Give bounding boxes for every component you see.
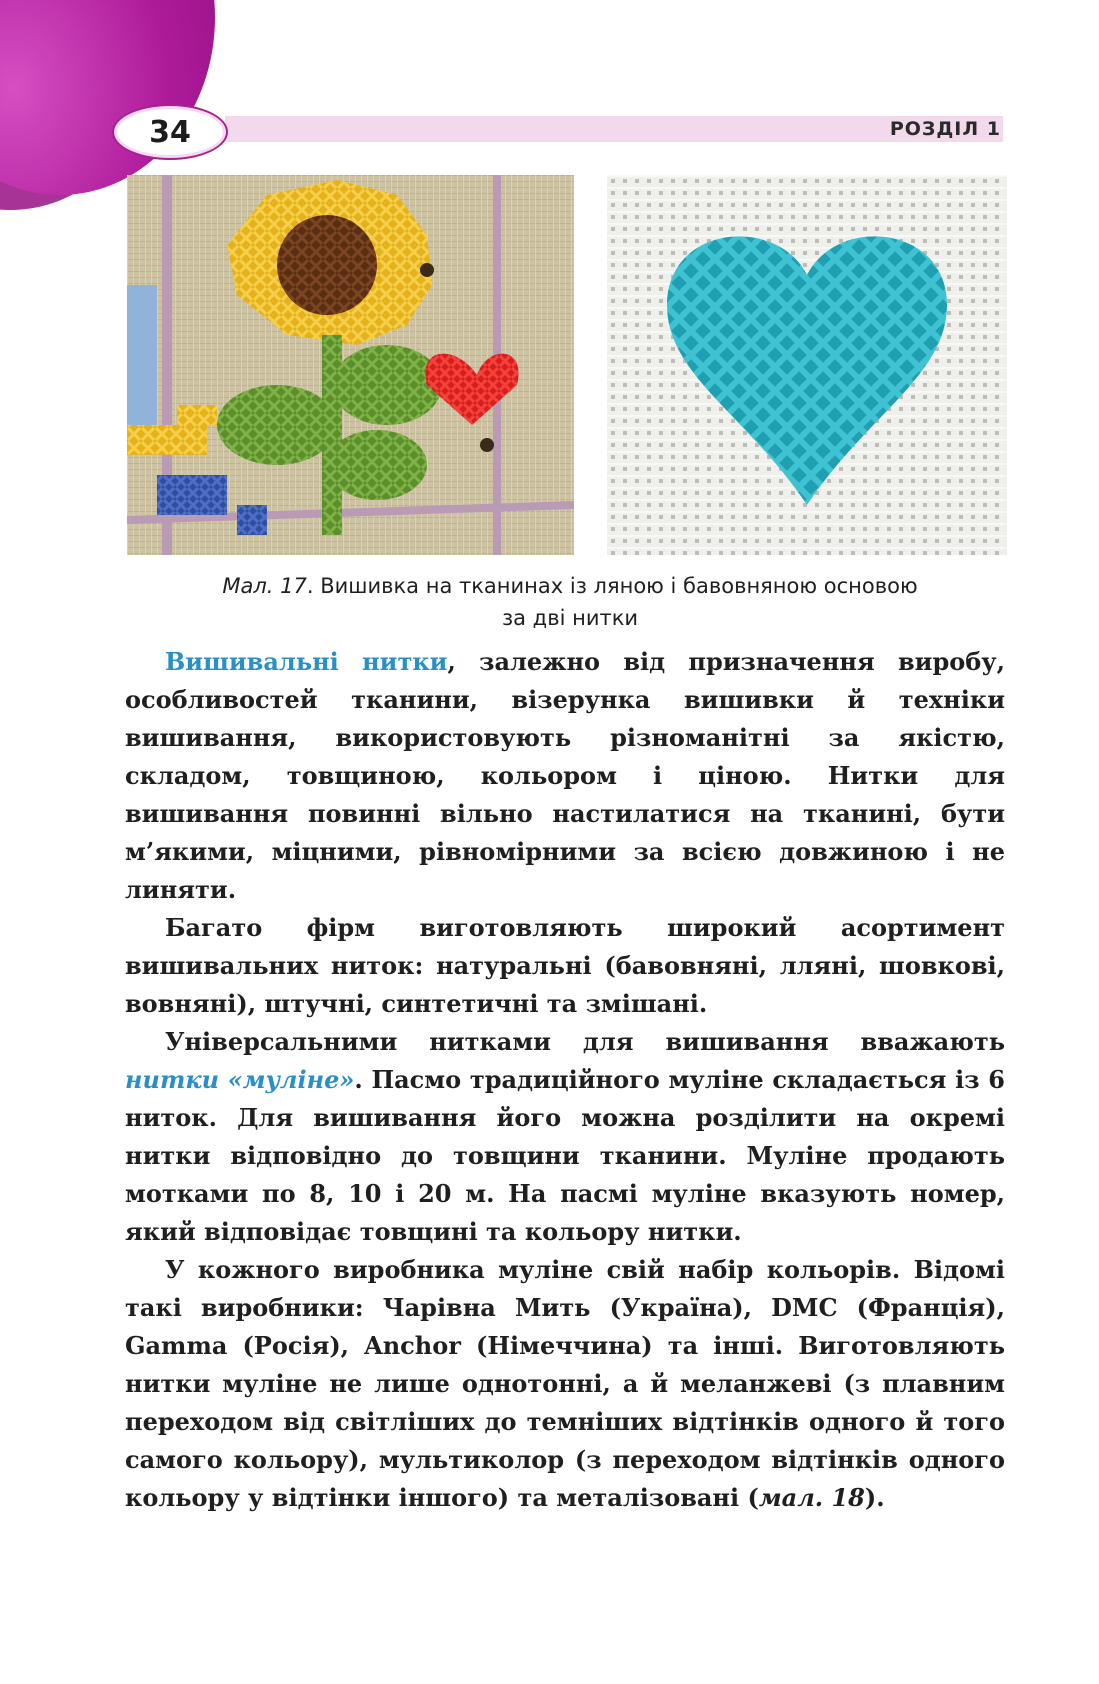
figure-caption-line2: за дві нитки	[501, 606, 639, 630]
paragraph-text: ).	[864, 1483, 885, 1512]
figure-caption	[140, 570, 1000, 634]
paragraph-text: Багато фірм виготовляють широкий асортимент вишивальних ниток: натуральні (бавовняні, лляні, шовкові, вовняні), штучні, синтетичні та змішані.	[125, 913, 1005, 1018]
heart-embroidery-image	[607, 175, 1007, 555]
header-bar	[225, 116, 1003, 142]
page-number: 34	[149, 114, 191, 150]
paragraph-text: , залежно від призначення виробу, особливостей тканини, візерунка вишивки й техніки вишивання, використовують різноманітні за якістю, складом, товщиною, кольором і ціною. Нитки для вишивання повинні вільно настилатися на тканині, бути м’якими, міцними, рівномірними за всією довжиною і не линяти.	[125, 647, 1005, 904]
paragraph-4	[125, 1251, 1005, 1517]
figure-reference: мал. 18	[758, 1483, 865, 1512]
page-number-badge	[112, 104, 228, 160]
body-text	[125, 643, 1005, 1517]
sunflower-embroidery-image	[127, 175, 574, 555]
photo-cotton-embroidery	[607, 175, 1007, 555]
paragraph-3	[125, 1023, 1005, 1251]
section-label: РОЗДІЛ 1	[889, 118, 1001, 140]
figure-label: Мал. 17	[222, 574, 307, 598]
paragraph-1	[125, 643, 1005, 909]
photo-linen-embroidery	[127, 175, 574, 555]
paragraph-text: Універсальними нитками для вишивання вважають	[165, 1027, 1005, 1056]
paragraph-text: У кожного виробника муліне свій набір кольорів. Відомі такі виробники: Чарівна Мить (Україна), DMC (Франція), Gamma (Росія), Anchor (Німеччина) та інші. Виготовляють нитки муліне не лише однотонні, а й меланжеві (з плавним переходом від світліших до темніших відтінків одного й того самого кольору), мультиколор (з переходом відтінків одного кольору у відтінки іншого) та металізовані (	[125, 1255, 1005, 1512]
paragraph-text: . Пасмо традиційного муліне складається із 6 ниток. Для вишивання його можна розділити на окремі нитки відповідно до товщини тканини. Муліне продають мотками по 8, 10 і 20 м. На пасмі муліне вказують номер, який відповідає товщині та кольору нитки.	[125, 1065, 1005, 1246]
corner-decoration	[0, 0, 215, 195]
figure-caption-text: . Вишивка на тканинах із ляною і бавовняною основою	[306, 574, 918, 598]
paragraph-2	[125, 909, 1005, 1023]
term-mouline: нитки «муліне»	[125, 1065, 355, 1094]
term-embroidery-threads: Вишивальні нитки	[165, 647, 448, 676]
